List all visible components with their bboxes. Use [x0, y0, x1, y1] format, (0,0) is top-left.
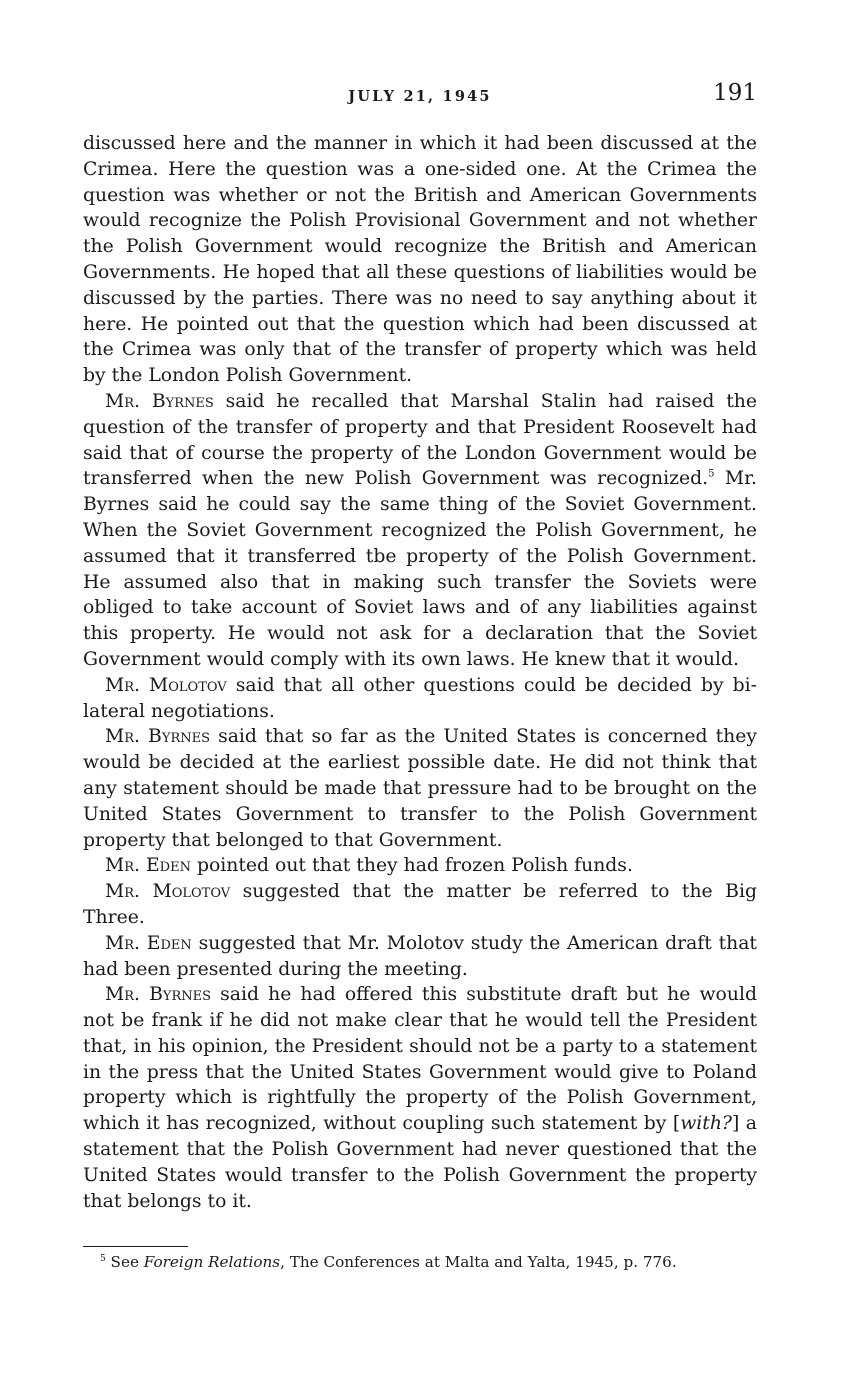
running-head: JULY 21, 1945: [348, 88, 492, 105]
paragraph-text: said that all other questions could be decided by bi-lateral negotiations.: [83, 674, 757, 722]
speaker-name: Mr. Molotov: [105, 674, 227, 696]
paragraph-2: [83, 389, 757, 673]
speaker-name: Mr. Byrnes: [105, 984, 212, 1006]
paragraph-1: discussed here and the manner in which it had been discussed at the Crimea. Here the question was a one-sided one. At the Crimea the question was whether or not the British and American Governments would recognize the Polish Provisional Government and not whether the Polish Government would recognize the British and American Governments. He hoped that all these questions of liabilities would be discussed by the parties. There was no need to say anything about it here. He pointed out that the question which had been discussed at the Crimea was only that of the transfer of property which was held by the London Polish Government.: [83, 133, 757, 387]
speaker-name: Mr. Byrnes: [105, 726, 210, 748]
paragraph-8: [83, 982, 757, 1214]
footnote-mark: 5: [100, 1253, 106, 1264]
paragraph-4: [83, 724, 757, 853]
paragraph-text: suggested that the matter be referred to the Big Three.: [83, 881, 757, 928]
speaker-name: Mr. Byrnes: [105, 390, 214, 412]
footnote-text: , The Conferences at Malta and Yalta, 1945, p. 776.: [280, 1253, 677, 1271]
italic-insertion: with?: [680, 1113, 732, 1135]
footnote-italic-title: Foreign Relations: [143, 1253, 281, 1271]
paragraph-text: said he had offered this substitute draft but he would not be frank if he did not make clear that he would tell the President that, in his opinion, the President should not be a party to a statement in the press that the United States Government would give to Poland property which is rightfully the property of the Polish Government, which it has recognized, without coupling such statement by [: [83, 984, 757, 1135]
page-number: 191: [713, 80, 757, 106]
paragraph-text: suggested that Mr. Molotov study the American draft that had been presented during the meeting.: [83, 932, 757, 980]
paragraph-text: ] a statement that the Polish Government had never questioned that the United States would transfer to the Polish Government the property that belongs to it.: [83, 1113, 757, 1212]
speaker-name: Mr. Molotov: [105, 881, 231, 903]
paragraph-3: [83, 673, 757, 725]
paragraph-text: Mr. Byrnes said he could say the same thing of the Soviet Government. When the Soviet Government recognized the Polish Government, he assumed that it transferred tbe property of the Polish Government. He assumed also that in making such transfer the Soviets were obliged to take account of Soviet laws and of any liabilities against this property. He would not ask for a declaration that the Soviet Government would comply with its own laws. He knew that it would.: [83, 468, 757, 670]
footnote-divider: [83, 1246, 188, 1247]
body-text: [83, 131, 757, 1214]
footnote: [100, 1252, 760, 1272]
paragraph-text: said he recalled that Marshal Stalin had raised the question of the transfer of property and that President Roosevelt had said that of course the property of the London Government would be transferred when the new Polish Government was recognized.: [83, 390, 758, 490]
paragraph-text: said that so far as the United States is concerned they would be decided at the earliest possible date. He did not think that any statement should be made that pressure had to be brought on the United States Government to transfer to the Polish Government property that belonged to that Government.: [83, 726, 757, 851]
speaker-name: Mr. Eden: [105, 932, 192, 954]
footnote-text: See: [105, 1253, 144, 1271]
page-header: [83, 80, 757, 114]
paragraph-5: [83, 853, 757, 879]
paragraph-7: [83, 931, 757, 983]
paragraph-text: pointed out that they had frozen Polish funds.: [190, 855, 633, 877]
speaker-name: Mr. Eden: [105, 855, 191, 877]
footnote-reference: 5: [708, 469, 715, 481]
paragraph-6: [83, 879, 757, 931]
